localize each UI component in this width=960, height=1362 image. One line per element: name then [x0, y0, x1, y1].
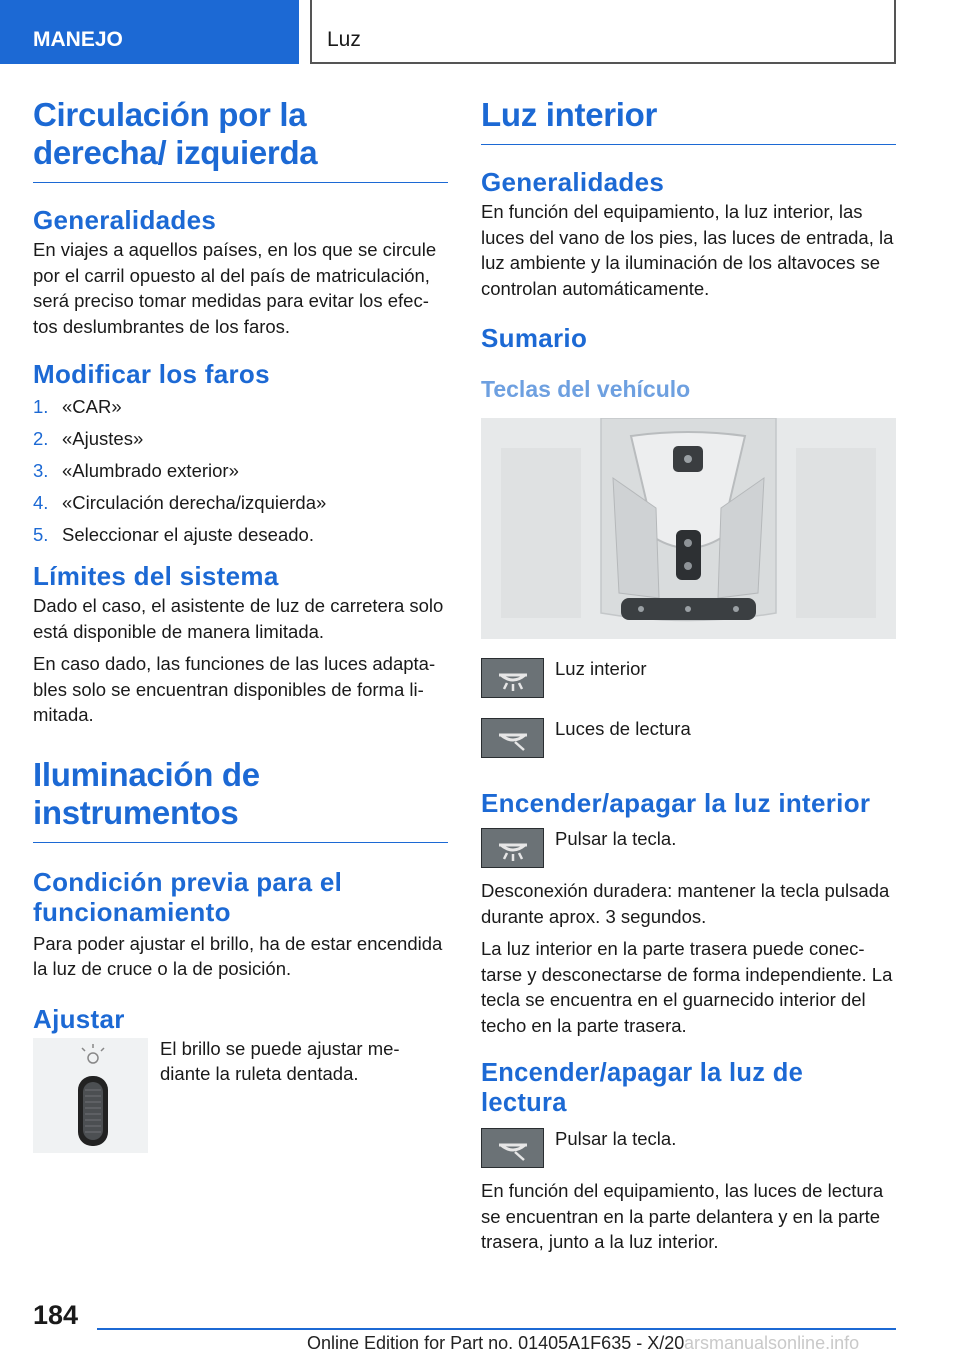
footer-divider	[97, 1328, 896, 1330]
key-row-reading-light	[481, 718, 896, 758]
heading-summary: Sumario	[481, 323, 588, 353]
heading-reading-onoff: Encender/apagar la luz de lectura	[481, 1059, 804, 1117]
key-row-interior-light	[481, 658, 896, 698]
list-item: 2. «Ajustes»	[33, 428, 144, 449]
heading-modify-headlights: Modificar los faros	[33, 359, 270, 389]
press-key-row-interior	[481, 828, 896, 868]
adjust-text: El brillo se puede ajustar me-diante la ruleta dentada.	[160, 1037, 400, 1084]
overhead-console-illustration	[481, 418, 896, 639]
page-number: 184	[33, 1300, 79, 1330]
list-item: 3. «Alumbrado exterior»	[33, 460, 239, 481]
dimmer-image	[33, 1038, 148, 1153]
edition-text: Online Edition for Part no. 01405A1F635 - X/20	[307, 1333, 685, 1353]
chapter-title: Luz	[310, 0, 896, 64]
left-column	[33, 96, 448, 1153]
right-column	[481, 96, 896, 1255]
key-label-interior: Luz interior	[555, 658, 647, 679]
heading-adjust: Ajustar	[33, 1003, 125, 1034]
precondition-text: Para poder ajustar el brillo, ha de estar encendida la luz de cruce o la de posición.	[33, 932, 443, 979]
dome-light-icon	[481, 828, 544, 868]
list-item: 1. «CAR»	[33, 396, 122, 417]
overhead-console-image	[481, 418, 896, 639]
steps-list	[33, 395, 448, 547]
reading-light-icon	[481, 718, 544, 758]
onoff-text-2: La luz interior en la parte trasera puede conec-tarse y desconectarse de forma independiente. La tecla se encuentra en el guarnecido interior del techo en la parte trasera.	[481, 938, 893, 1036]
limits-text-2: En caso dado, las funciones de las luces adapta-bles solo se encuentran disponibles de forma li-mitada.	[33, 653, 436, 725]
heading-system-limits: Límites del sistema	[33, 561, 279, 591]
heading-traffic-side: Circulación por la derecha/ izquierda	[33, 96, 448, 183]
reading-light-icon	[481, 1128, 544, 1168]
list-item: 5. Seleccionar el ajuste deseado.	[33, 524, 314, 545]
reading-text: En función del equipamiento, las luces de lectura se encuentran en la parte delantera y en la parte trasera, junto a la luz interior.	[481, 1180, 884, 1252]
heading-general: Generalidades	[33, 205, 217, 235]
onoff-text-1: Desconexión duradera: mantener la tecla pulsada durante aprox. 3 segundos.	[481, 880, 890, 927]
brightness-thumbwheel-icon	[33, 1038, 148, 1153]
heading-interior-onoff: Encender/apagar la luz interior	[481, 788, 871, 818]
section-tab: MANEJO	[0, 0, 299, 64]
heading-interior-light: Luz interior	[481, 96, 896, 145]
general-text: En viajes a aquellos países, en los que se circule por el carril opuesto al del país de matriculación, será preciso tomar medidas para evitar los efec-tos deslumbrantes de los faros.	[33, 239, 437, 337]
list-item: 4. «Circulación derecha/izquierda»	[33, 492, 327, 513]
press-key-text: Pulsar la tecla.	[555, 1128, 677, 1149]
general-text: En función del equipamiento, la luz interior, las luces del vano de los pies, las luces de entrada, la luz ambiente y la iluminación de los altavoces se controlan automáticamente.	[481, 201, 894, 299]
heading-precondition: Condición previa para el funcionamiento	[33, 866, 343, 927]
heading-general: Generalidades	[481, 167, 665, 197]
dome-light-icon	[481, 658, 544, 698]
limits-text-1: Dado el caso, el asistente de luz de carretera solo está disponible de manera limitada.	[33, 595, 444, 642]
press-key-row-reading	[481, 1128, 896, 1168]
heading-instrument-lighting: Iluminación de instrumentos	[33, 756, 448, 843]
key-label-reading: Luces de lectura	[555, 718, 691, 739]
watermark: arsmanualsonline.info	[684, 1333, 860, 1353]
heading-vehicle-keys: Teclas del vehículo	[481, 376, 691, 402]
press-key-text: Pulsar la tecla.	[555, 828, 677, 849]
